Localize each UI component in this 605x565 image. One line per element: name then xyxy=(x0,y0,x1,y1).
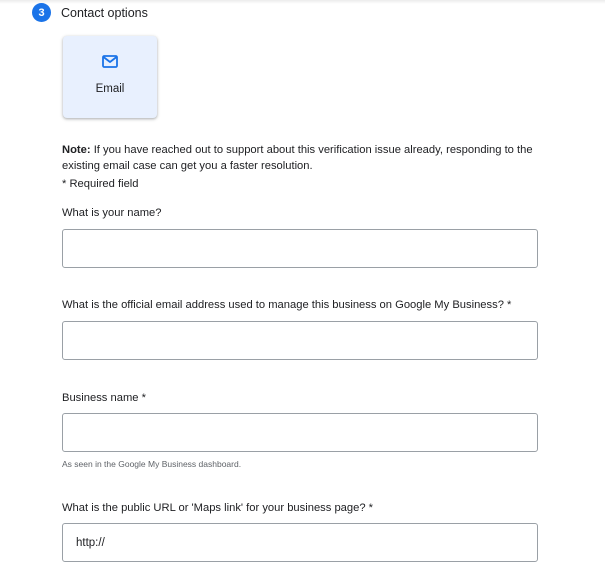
contact-option-email[interactable] xyxy=(63,36,157,118)
note-prefix: Note: xyxy=(62,144,91,156)
email-input[interactable] xyxy=(62,321,538,360)
business-name-hint: As seen in the Google My Business dashboard. xyxy=(62,459,242,469)
required-field-notice: * Required field xyxy=(62,178,139,190)
business-url-label: What is the public URL or 'Maps link' for your business page? * xyxy=(62,502,374,514)
step-header xyxy=(32,3,148,22)
step-title: Contact options xyxy=(61,5,148,20)
support-note xyxy=(62,142,542,174)
name-label: What is your name? xyxy=(62,207,162,219)
note-text: If you have reached out to support about this verification issue already, responding to the existing email case can get you a faster resolution. xyxy=(62,144,533,172)
business-name-label: Business name * xyxy=(62,392,146,404)
business-url-input[interactable] xyxy=(62,523,538,562)
name-input[interactable] xyxy=(62,229,538,268)
email-label: What is the official email address used to manage this business on Google My Business? * xyxy=(62,299,512,311)
mail-icon xyxy=(102,55,118,68)
step-number-badge: 3 xyxy=(32,3,51,22)
business-name-input[interactable] xyxy=(62,413,538,452)
contact-option-label: Email xyxy=(95,83,125,95)
